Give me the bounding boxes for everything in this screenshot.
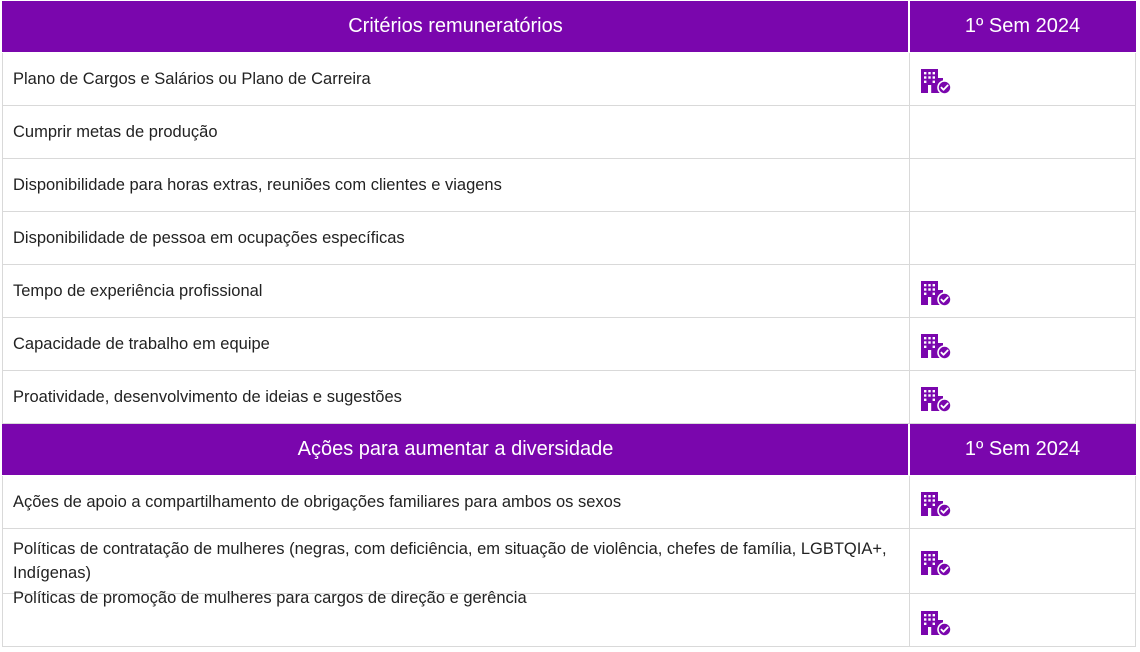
row-status (910, 476, 1136, 528)
period-header: 1º Sem 2024 (910, 424, 1136, 475)
table-row (2, 106, 1136, 159)
row-status (910, 594, 1136, 646)
row-status (910, 106, 1136, 158)
row-status (910, 318, 1136, 370)
row-label: Cumprir metas de produção (2, 106, 910, 158)
table-row (2, 371, 1136, 424)
building-check-icon (920, 610, 952, 636)
building-check-icon (920, 333, 952, 359)
row-status (910, 265, 1136, 317)
row-label: Capacidade de trabalho em equipe (2, 318, 910, 370)
row-label: Ações de apoio a compartilhamento de obrigações familiares para ambos os sexos (2, 476, 910, 528)
row-status (910, 371, 1136, 423)
section-title: Ações para aumentar a diversidade (2, 424, 910, 475)
table-row (2, 212, 1136, 265)
table-row (2, 476, 1136, 529)
row-status (910, 53, 1136, 105)
row-status (910, 529, 1136, 593)
row-label: Plano de Cargos e Salários ou Plano de Carreira (2, 53, 910, 105)
row-label: Políticas de promoção de mulheres para cargos de direção e gerência (2, 586, 910, 646)
table-row (2, 529, 1136, 594)
section-header-diversity (2, 424, 1136, 476)
period-header: 1º Sem 2024 (910, 1, 1136, 52)
section-header-remuneration (2, 1, 1136, 53)
row-status (910, 212, 1136, 264)
row-status (910, 159, 1136, 211)
row-label: Disponibilidade para horas extras, reuniões com clientes e viagens (2, 159, 910, 211)
row-label: Tempo de experiência profissional (2, 265, 910, 317)
building-check-icon (920, 491, 952, 517)
row-label: Políticas de contratação de mulheres (negras, com deficiência, em situação de violência, chefes de família, LGBTQIA+, Indígenas) (2, 529, 910, 593)
building-check-icon (920, 386, 952, 412)
row-label: Disponibilidade de pessoa em ocupações específicas (2, 212, 910, 264)
table-row (2, 53, 1136, 106)
table-row (2, 265, 1136, 318)
table-row (2, 589, 1136, 647)
building-check-icon (920, 280, 952, 306)
row-label: Proatividade, desenvolvimento de ideias e sugestões (2, 371, 910, 423)
criteria-table (2, 1, 1136, 647)
section-title: Critérios remuneratórios (2, 1, 910, 52)
building-check-icon (920, 550, 952, 576)
table-row (2, 318, 1136, 371)
table-row (2, 159, 1136, 212)
building-check-icon (920, 68, 952, 94)
